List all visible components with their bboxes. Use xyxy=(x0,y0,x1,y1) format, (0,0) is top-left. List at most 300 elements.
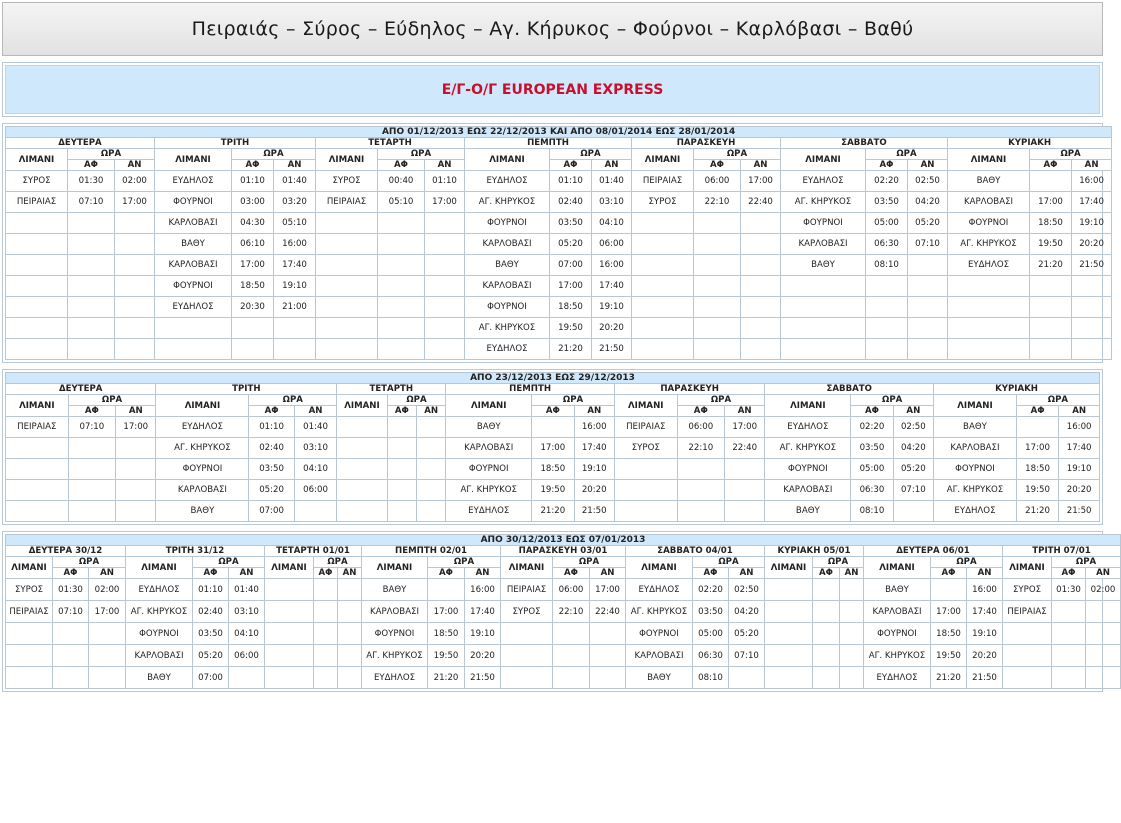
arrival-time xyxy=(908,318,948,339)
arrival-time: 22:40 xyxy=(725,438,765,459)
arrival-time xyxy=(417,459,446,480)
day-header: ΤΕΤΑΡΤΗ 01/01 xyxy=(265,546,362,557)
port-cell xyxy=(6,438,69,459)
port-header: ΛΙΜΑΝΙ xyxy=(156,395,249,417)
arrival-time xyxy=(1086,645,1121,667)
arrival-time xyxy=(115,297,155,318)
time-header: ΩΡΑ xyxy=(553,557,626,568)
departure-time xyxy=(1016,417,1058,438)
departure-time xyxy=(428,579,465,601)
port-cell xyxy=(781,297,866,318)
port-header: ΛΙΜΑΝΙ xyxy=(765,557,813,579)
table-row xyxy=(6,501,1100,522)
table-row xyxy=(6,438,1100,459)
arrival-time: 02:50 xyxy=(908,171,948,192)
port-cell xyxy=(1003,667,1052,689)
day-header: ΣΑΒΒΑΤΟ xyxy=(781,138,948,149)
departure-time: 17:00 xyxy=(1016,438,1058,459)
port-cell xyxy=(316,234,378,255)
port-cell: ΒΑΘΥ xyxy=(765,501,851,522)
port-cell: ΣΥΡΟΣ xyxy=(316,171,378,192)
arrival-time: 05:10 xyxy=(274,213,316,234)
port-cell xyxy=(501,645,553,667)
port-cell: ΚΑΡΛΟΒΑΣΙ xyxy=(465,234,550,255)
arrival-time xyxy=(741,318,781,339)
departure-time: 17:00 xyxy=(532,438,574,459)
departure-header: ΑΦ xyxy=(931,568,967,579)
arrival-time xyxy=(908,276,948,297)
arrival-header: ΑΝ xyxy=(893,406,933,417)
port-header: ΛΙΜΑΝΙ xyxy=(446,395,532,417)
arrival-time: 22:40 xyxy=(590,601,626,623)
day-header: ΤΡΙΤΗ 31/12 xyxy=(126,546,265,557)
port-cell: ΕΥΔΗΛΟΣ xyxy=(465,171,550,192)
port-header: ΛΙΜΑΝΙ xyxy=(1003,557,1052,579)
departure-time: 06:30 xyxy=(866,234,908,255)
arrival-time xyxy=(115,255,155,276)
departure-time xyxy=(1030,171,1072,192)
departure-time xyxy=(378,297,425,318)
port-cell xyxy=(948,276,1030,297)
arrival-time xyxy=(725,480,765,501)
departure-time xyxy=(53,645,89,667)
arrival-time xyxy=(1072,339,1112,360)
port-cell: ΒΑΘΥ xyxy=(156,501,249,522)
departure-header: ΑΦ xyxy=(193,568,229,579)
departure-time: 05:00 xyxy=(693,623,729,645)
day-header: ΔΕΥΤΕΡΑ 06/01 xyxy=(864,546,1003,557)
arrival-time xyxy=(417,501,446,522)
departure-header: ΑΦ xyxy=(232,160,274,171)
departure-header: ΑΦ xyxy=(694,160,741,171)
arrival-header: ΑΝ xyxy=(729,568,765,579)
arrival-time xyxy=(417,480,446,501)
departure-header: ΑΦ xyxy=(851,406,893,417)
day-header: ΔΕΥΤΕΡΑ xyxy=(6,384,156,395)
departure-time xyxy=(1052,645,1086,667)
table-row xyxy=(6,276,1112,297)
departure-time xyxy=(378,339,425,360)
arrival-time xyxy=(840,645,864,667)
port-cell: ΕΥΔΗΛΟΣ xyxy=(156,417,249,438)
port-cell: ΚΑΡΛΟΒΑΣΙ xyxy=(626,645,693,667)
arrival-time: 19:10 xyxy=(1059,459,1100,480)
departure-time xyxy=(694,297,741,318)
port-cell xyxy=(632,318,694,339)
departure-time: 19:50 xyxy=(1016,480,1058,501)
arrival-header: ΑΝ xyxy=(465,568,501,579)
arrival-header: ΑΝ xyxy=(229,568,265,579)
port-cell xyxy=(6,623,53,645)
port-header: ΛΙΜΑΝΙ xyxy=(781,149,866,171)
arrival-time: 19:10 xyxy=(465,623,501,645)
port-cell: ΕΥΔΗΛΟΣ xyxy=(465,339,550,360)
departure-time xyxy=(694,234,741,255)
arrival-time xyxy=(840,623,864,645)
departure-time: 03:00 xyxy=(232,192,274,213)
arrival-time: 17:00 xyxy=(425,192,465,213)
departure-header: ΑΦ xyxy=(314,568,338,579)
arrival-time: 17:40 xyxy=(1072,192,1112,213)
port-header: ΛΙΜΑΝΙ xyxy=(6,557,53,579)
port-cell xyxy=(632,234,694,255)
port-cell: ΚΑΡΛΟΒΑΣΙ xyxy=(362,601,428,623)
departure-time: 18:50 xyxy=(1016,459,1058,480)
port-cell: ΒΑΘΥ xyxy=(781,255,866,276)
departure-time: 02:20 xyxy=(693,579,729,601)
arrival-time xyxy=(425,255,465,276)
departure-time xyxy=(387,480,416,501)
port-cell: ΦΟΥΡΝΟΙ xyxy=(155,276,232,297)
arrival-time xyxy=(89,667,126,689)
time-header: ΩΡΑ xyxy=(931,557,1003,568)
time-header: ΩΡΑ xyxy=(851,395,934,406)
port-header: ΛΙΜΑΝΙ xyxy=(948,149,1030,171)
port-cell xyxy=(6,276,68,297)
arrival-time: 04:10 xyxy=(294,459,336,480)
port-cell: ΑΓ. ΚΗΡΥΚΟΣ xyxy=(934,480,1017,501)
departure-time xyxy=(68,276,115,297)
departure-time: 07:00 xyxy=(550,255,592,276)
arrival-time xyxy=(425,213,465,234)
port-cell: ΚΑΡΛΟΒΑΣΙ xyxy=(155,213,232,234)
departure-time xyxy=(694,339,741,360)
departure-time xyxy=(314,601,338,623)
port-cell xyxy=(265,579,314,601)
port-header: ΛΙΜΑΝΙ xyxy=(614,395,677,417)
departure-header: ΑΦ xyxy=(553,568,590,579)
departure-time: 21:20 xyxy=(550,339,592,360)
port-header: ΛΙΜΑΝΙ xyxy=(864,557,931,579)
arrival-time xyxy=(1086,623,1121,645)
arrival-time: 05:20 xyxy=(908,213,948,234)
arrival-time xyxy=(741,276,781,297)
arrival-time: 04:20 xyxy=(893,438,933,459)
arrival-time: 21:50 xyxy=(465,667,501,689)
arrival-time: 17:00 xyxy=(741,171,781,192)
day-header: ΣΑΒΒΑΤΟ 04/01 xyxy=(626,546,765,557)
arrival-time: 17:40 xyxy=(465,601,501,623)
arrival-time: 04:10 xyxy=(229,623,265,645)
table-row xyxy=(6,623,1121,645)
departure-time: 07:10 xyxy=(53,601,89,623)
table-row xyxy=(6,339,1112,360)
departure-time xyxy=(68,438,115,459)
port-cell: ΑΓ. ΚΗΡΥΚΟΣ xyxy=(948,234,1030,255)
arrival-time: 01:10 xyxy=(425,171,465,192)
departure-time: 01:10 xyxy=(232,171,274,192)
arrival-time xyxy=(338,645,362,667)
arrival-time xyxy=(1086,667,1121,689)
day-header: ΤΡΙΤΗ xyxy=(156,384,337,395)
day-header: ΠΕΜΠΤΗ xyxy=(465,138,632,149)
arrival-time xyxy=(908,339,948,360)
departure-time: 01:10 xyxy=(249,417,294,438)
departure-time: 03:50 xyxy=(851,438,893,459)
departure-time xyxy=(314,623,338,645)
departure-time xyxy=(553,623,590,645)
port-cell: ΕΥΔΗΛΟΣ xyxy=(362,667,428,689)
time-header: ΩΡΑ xyxy=(550,149,632,160)
day-header: ΚΥΡΙΑΚΗ xyxy=(934,384,1100,395)
departure-time: 08:10 xyxy=(851,501,893,522)
port-cell xyxy=(6,255,68,276)
port-cell: ΒΑΘΥ xyxy=(934,417,1017,438)
departure-time xyxy=(813,579,840,601)
departure-time xyxy=(232,318,274,339)
departure-time: 01:10 xyxy=(193,579,229,601)
departure-time xyxy=(553,645,590,667)
departure-time: 20:30 xyxy=(232,297,274,318)
port-header: ΛΙΜΑΝΙ xyxy=(337,395,388,417)
port-cell xyxy=(6,318,68,339)
port-cell xyxy=(337,480,388,501)
port-cell: ΚΑΡΛΟΒΑΣΙ xyxy=(864,601,931,623)
departure-header: ΑΦ xyxy=(1030,160,1072,171)
departure-time: 02:40 xyxy=(550,192,592,213)
departure-time xyxy=(68,255,115,276)
arrival-time: 17:40 xyxy=(574,438,614,459)
arrival-time xyxy=(893,501,933,522)
day-header: ΠΑΡΑΣΚΕΥΗ xyxy=(614,384,764,395)
arrival-time: 02:00 xyxy=(115,171,155,192)
port-cell: ΚΑΡΛΟΒΑΣΙ xyxy=(155,255,232,276)
departure-time xyxy=(813,601,840,623)
departure-time xyxy=(1030,339,1072,360)
port-cell: ΚΑΡΛΟΒΑΣΙ xyxy=(781,234,866,255)
port-cell xyxy=(6,645,53,667)
departure-header: ΑΦ xyxy=(813,568,840,579)
port-cell: ΒΑΘΥ xyxy=(626,667,693,689)
port-cell: ΑΓ. ΚΗΡΥΚΟΣ xyxy=(465,192,550,213)
arrival-time xyxy=(725,459,765,480)
arrival-time: 16:00 xyxy=(465,579,501,601)
departure-time xyxy=(53,667,89,689)
port-cell: ΒΑΘΥ xyxy=(948,171,1030,192)
port-cell xyxy=(337,459,388,480)
departure-time: 05:20 xyxy=(550,234,592,255)
arrival-time: 21:50 xyxy=(1059,501,1100,522)
table-row xyxy=(6,667,1121,689)
time-header: ΩΡΑ xyxy=(1016,395,1099,406)
arrival-time: 20:20 xyxy=(465,645,501,667)
port-header: ΛΙΜΑΝΙ xyxy=(6,149,68,171)
time-header: ΩΡΑ xyxy=(314,557,362,568)
port-cell: ΑΓ. ΚΗΡΥΚΟΣ xyxy=(626,601,693,623)
departure-header: ΑΦ xyxy=(378,160,425,171)
arrival-time xyxy=(89,645,126,667)
port-cell: ΕΥΔΗΛΟΣ xyxy=(626,579,693,601)
departure-time: 07:10 xyxy=(68,417,115,438)
time-header: ΩΡΑ xyxy=(378,149,465,160)
arrival-time xyxy=(741,339,781,360)
arrival-time: 04:20 xyxy=(729,601,765,623)
arrival-time xyxy=(908,297,948,318)
table-row xyxy=(6,213,1112,234)
departure-time: 19:50 xyxy=(428,645,465,667)
day-header: ΠΕΜΠΤΗ xyxy=(446,384,615,395)
port-cell xyxy=(316,297,378,318)
port-header: ΛΙΜΑΝΙ xyxy=(316,149,378,171)
departure-time xyxy=(1052,667,1086,689)
arrival-header: ΑΝ xyxy=(425,160,465,171)
table-row xyxy=(6,480,1100,501)
port-cell xyxy=(781,318,866,339)
day-header: ΔΕΥΤΕΡΑ 30/12 xyxy=(6,546,126,557)
departure-time xyxy=(866,297,908,318)
port-cell: ΦΟΥΡΝΟΙ xyxy=(948,213,1030,234)
arrival-time: 20:20 xyxy=(967,645,1003,667)
departure-time xyxy=(378,234,425,255)
port-cell: ΦΟΥΡΝΟΙ xyxy=(934,459,1017,480)
port-cell: ΚΑΡΛΟΒΑΣΙ xyxy=(934,438,1017,459)
date-range: ΑΠΟ 23/12/2013 ΕΩΣ 29/12/2013 xyxy=(6,373,1100,384)
arrival-time xyxy=(425,276,465,297)
departure-time xyxy=(68,297,115,318)
departure-header: ΑΦ xyxy=(532,406,574,417)
port-cell: ΚΑΡΛΟΒΑΣΙ xyxy=(156,480,249,501)
port-cell: ΣΥΡΟΣ xyxy=(501,601,553,623)
arrival-time: 20:20 xyxy=(574,480,614,501)
arrival-time: 02:00 xyxy=(1086,579,1121,601)
arrival-time: 01:40 xyxy=(294,417,336,438)
arrival-time xyxy=(1086,601,1121,623)
schedule-section xyxy=(2,369,1103,525)
port-cell: ΕΥΔΗΛΟΣ xyxy=(781,171,866,192)
day-header: ΔΕΥΤΕΡΑ xyxy=(6,138,155,149)
arrival-time: 19:10 xyxy=(274,276,316,297)
time-header: ΩΡΑ xyxy=(387,395,446,406)
departure-time xyxy=(1052,623,1086,645)
time-header: ΩΡΑ xyxy=(1052,557,1121,568)
departure-time xyxy=(378,255,425,276)
arrival-header: ΑΝ xyxy=(592,160,632,171)
departure-time xyxy=(68,213,115,234)
arrival-time xyxy=(741,213,781,234)
departure-header: ΑΦ xyxy=(866,160,908,171)
port-header: ΛΙΜΑΝΙ xyxy=(465,149,550,171)
port-cell: ΕΥΔΗΛΟΣ xyxy=(765,417,851,438)
arrival-time: 21:00 xyxy=(274,297,316,318)
arrival-header: ΑΝ xyxy=(908,160,948,171)
date-range: ΑΠΟ 01/12/2013 ΕΩΣ 22/12/2013 ΚΑΙ ΑΠΟ 08/01/2014 ΕΩΣ 28/01/2014 xyxy=(6,127,1112,138)
port-cell xyxy=(632,339,694,360)
departure-time: 05:20 xyxy=(193,645,229,667)
arrival-time: 17:00 xyxy=(89,601,126,623)
departure-time: 02:40 xyxy=(193,601,229,623)
time-header: ΩΡΑ xyxy=(428,557,501,568)
arrival-time xyxy=(425,297,465,318)
port-cell xyxy=(948,297,1030,318)
arrival-time xyxy=(338,623,362,645)
day-header: ΠΑΡΑΣΚΕΥΗ xyxy=(632,138,781,149)
port-cell xyxy=(265,601,314,623)
departure-header: ΑΦ xyxy=(550,160,592,171)
port-cell: ΦΟΥΡΝΟΙ xyxy=(765,459,851,480)
port-header: ΛΙΜΑΝΙ xyxy=(6,395,69,417)
port-cell: ΚΑΡΛΟΒΑΣΙ xyxy=(765,480,851,501)
port-cell xyxy=(765,579,813,601)
page-title: Πειραιάς – Σύρος – Εύδηλος – Αγ. Κήρυκος – Φούρνοι – Καρλόβασι – Βαθύ xyxy=(2,2,1103,56)
arrival-time xyxy=(725,501,765,522)
port-header: ΛΙΜΑΝΙ xyxy=(155,149,232,171)
arrival-header: ΑΝ xyxy=(574,406,614,417)
arrival-time xyxy=(417,438,446,459)
departure-time: 03:50 xyxy=(550,213,592,234)
time-header: ΩΡΑ xyxy=(866,149,948,160)
departure-time: 03:50 xyxy=(193,623,229,645)
departure-time xyxy=(553,667,590,689)
arrival-time: 06:00 xyxy=(592,234,632,255)
time-header: ΩΡΑ xyxy=(694,149,781,160)
departure-time: 21:20 xyxy=(931,667,967,689)
arrival-header: ΑΝ xyxy=(1072,160,1112,171)
port-header: ΛΙΜΑΝΙ xyxy=(126,557,193,579)
port-cell: ΦΟΥΡΝΟΙ xyxy=(126,623,193,645)
arrival-time xyxy=(115,213,155,234)
port-cell xyxy=(155,318,232,339)
arrival-time: 19:10 xyxy=(592,297,632,318)
arrival-time: 16:00 xyxy=(592,255,632,276)
departure-time: 07:00 xyxy=(193,667,229,689)
arrival-time: 19:10 xyxy=(574,459,614,480)
departure-time: 06:00 xyxy=(553,579,590,601)
port-cell: ΠΕΙΡΑΙΑΣ xyxy=(6,601,53,623)
port-cell: ΑΓ. ΚΗΡΥΚΟΣ xyxy=(781,192,866,213)
departure-time xyxy=(813,667,840,689)
arrival-time xyxy=(741,234,781,255)
departure-time: 22:10 xyxy=(553,601,590,623)
day-header: ΚΥΡΙΑΚΗ 05/01 xyxy=(765,546,864,557)
arrival-time: 17:40 xyxy=(592,276,632,297)
page xyxy=(2,2,1116,692)
arrival-time: 16:00 xyxy=(1072,171,1112,192)
port-cell: ΦΟΥΡΝΟΙ xyxy=(781,213,866,234)
arrival-time xyxy=(590,645,626,667)
day-header: ΤΡΙΤΗ 07/01 xyxy=(1003,546,1121,557)
departure-time: 17:00 xyxy=(1030,192,1072,213)
arrival-header: ΑΝ xyxy=(417,406,446,417)
port-cell xyxy=(316,213,378,234)
arrival-time: 02:50 xyxy=(893,417,933,438)
port-cell: ΑΓ. ΚΗΡΥΚΟΣ xyxy=(864,645,931,667)
departure-time xyxy=(866,318,908,339)
departure-time: 03:50 xyxy=(249,459,294,480)
arrival-time: 17:00 xyxy=(725,417,765,438)
arrival-time: 16:00 xyxy=(967,579,1003,601)
departure-time: 06:30 xyxy=(851,480,893,501)
departure-time: 18:50 xyxy=(232,276,274,297)
arrival-time xyxy=(274,318,316,339)
arrival-time: 21:50 xyxy=(574,501,614,522)
port-header: ΛΙΜΑΝΙ xyxy=(934,395,1017,417)
port-header: ΛΙΜΑΝΙ xyxy=(626,557,693,579)
schedule-section xyxy=(2,123,1103,363)
arrival-time: 03:10 xyxy=(229,601,265,623)
table-row xyxy=(6,234,1112,255)
port-cell xyxy=(765,623,813,645)
departure-time xyxy=(931,579,967,601)
port-cell: ΣΥΡΟΣ xyxy=(614,438,677,459)
departure-header: ΑΦ xyxy=(428,568,465,579)
departure-time xyxy=(387,438,416,459)
port-cell: ΣΥΡΟΣ xyxy=(6,579,53,601)
arrival-time xyxy=(274,339,316,360)
departure-time: 01:30 xyxy=(53,579,89,601)
departure-header: ΑΦ xyxy=(68,160,115,171)
port-cell: ΕΥΔΗΛΟΣ xyxy=(948,255,1030,276)
table-row xyxy=(6,192,1112,213)
